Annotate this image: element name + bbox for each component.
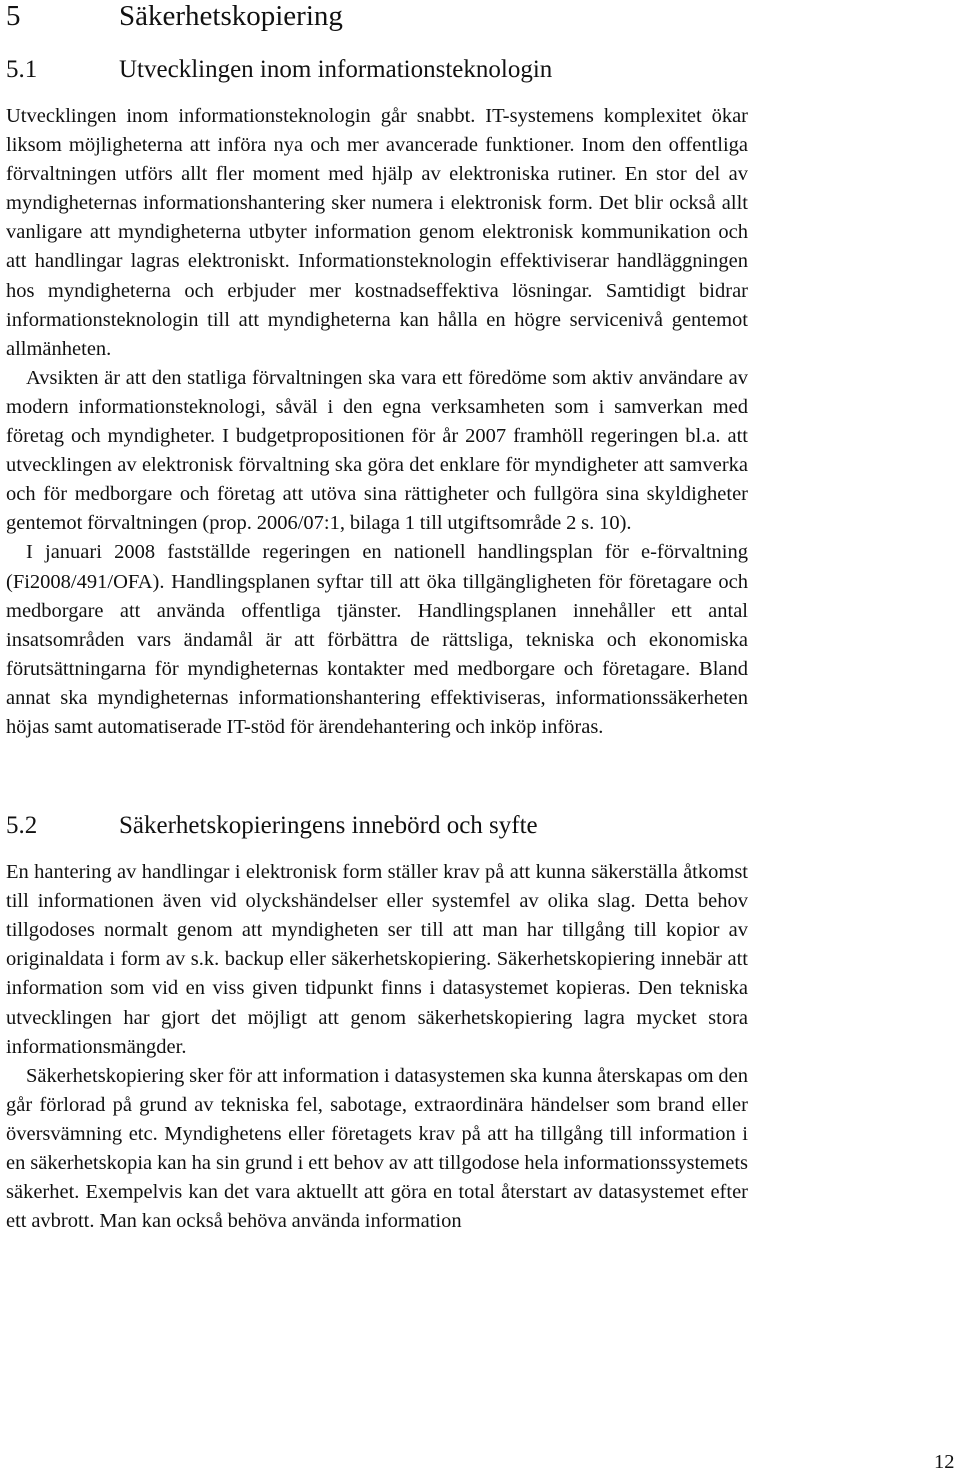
paragraph: Avsikten är att den statliga förvaltningen ska vara ett föredöme som aktiv användare av modern informationsteknologi, såväl i den egna verksamheten som i samverkan med företag och myndigheter. I budgetpropositionen för år 2007 framhöll regeringen bl.a. att utvecklingen av elektronisk förvaltning ska göra det enklare för myndigheter att samverka och för medborgare och företag att utöva sina rättigheter och fullgöra sina skyldigheter gentemot förvaltningen (prop. 2006/07:1, bilaga 1 till utgiftsområde 2 s. 10).	[6, 366, 748, 535]
section-number: 5.2	[6, 812, 38, 840]
section-number: 5.1	[6, 56, 38, 83]
paragraph: En hantering av handlingar i elektronisk form ställer krav på att kunna säkerställa åtkomst till informationen även vid olyckshändelser eller systemfel av olika slag. Detta behov tillgodoses normalt genom att myndigheten ser till att man har tillgång till kopior av originaldata i form av s.k. backup eller säkerhetskopiering. Säkerhetskopiering innebär att information som vid en viss given tidpunkt finns i datasystemet kopieras. Den tekniska utvecklingen har gjort det möjligt att genom säkerhetskopiering lagra mycket stora informationsmängder.	[6, 861, 748, 1058]
section-heading-5-2	[6, 808, 748, 844]
section-heading-5-1	[6, 52, 748, 88]
paragraph: Säkerhetskopiering sker för att information i datasystemen ska kunna återskapas om den går förlorad på grund av tekniska fel, sabotage, extraordinära händelser som brand eller översvämning etc. Myndighetens eller företagets krav på att ha tillgång till information i en säkerhetskopia kan ha sin grund i ett behov av att tillgodose hela informationssystemets säkerhet. Exempelvis kan det vara aktuellt att göra en total återstart av datasystemet efter ett avbrott. Man kan också behöva använda information	[6, 1064, 748, 1233]
chapter-title: Säkerhetskopiering	[119, 0, 343, 32]
section-title: Utvecklingen inom informationsteknologin	[119, 56, 553, 83]
paragraph: Utvecklingen inom informationsteknologin går snabbt. IT-systemens komplexitet ökar liksom möjligheterna att införa nya och mer avancerade funktioner. Inom den offentliga förvaltningen utförs allt fler moment med hjälp av elektroniska rutiner. En stor del av myndigheternas informationshantering sker numera i elektronisk form. Det blir också allt vanligare att myndigheterna utbyter information genom elektronisk kommunikation och att handlingar lagras elektroniskt. Informationsteknologin effektiviserar handläggningen hos myndigheterna och erbjuder mer kostnadseffektiva lösningar. Samtidigt bidrar informationsteknologin till att myndigheterna kan hålla en högre servicenivå gentemot allmänheten.	[6, 105, 748, 360]
page-number: 12	[934, 1451, 955, 1473]
paragraph: I januari 2008 fastställde regeringen en nationell handlingsplan för e-förvaltning (Fi2008/491/OFA). Handlingsplanen syftar till att öka tillgängligheten för företagare och medborgare att använda offentliga tjänster. Handlingsplanen innehåller ett antal insatsområden vars ändamål är att förbättra de rättsliga, tekniska och ekonomiska förutsättningarna för myndigheternas kontakter med medborgare och företagare. Bland annat ska myndigheternas informationshantering effektiviseras, informationssäkerheten höjas samt automatiserade IT-stöd för ärendehantering och inköp införas.	[6, 541, 748, 738]
document-page	[6, 0, 748, 1236]
section-title: Säkerhetskopieringens innebörd och syfte	[119, 812, 538, 840]
chapter-heading	[6, 0, 748, 36]
chapter-number: 5	[6, 0, 21, 32]
